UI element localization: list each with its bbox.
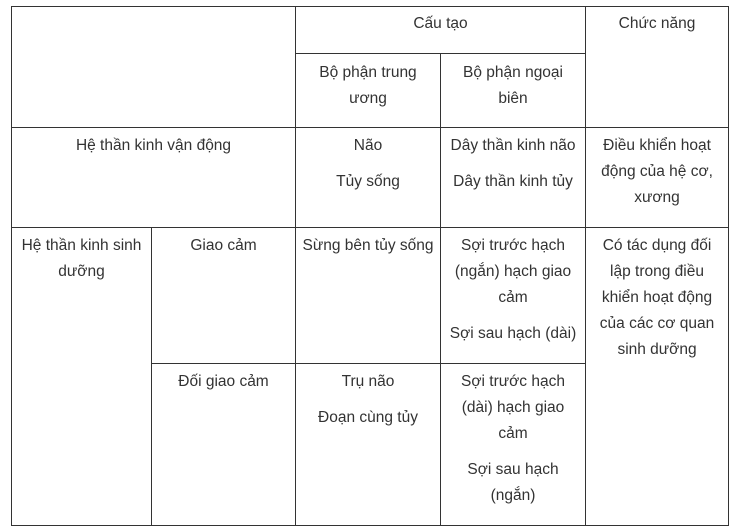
parasympathetic-peripheral-cell	[441, 364, 586, 526]
parasympathetic-central-cell	[296, 364, 441, 526]
sympathetic-peripheral-item: Sợi sau hạch (dài)	[449, 325, 577, 342]
empty-corner-cell	[12, 7, 296, 128]
sympathetic-peripheral-cell	[441, 228, 586, 364]
motor-central-cell	[296, 128, 441, 228]
parasympathetic-central-item: Trụ não	[341, 373, 395, 390]
peripheral-part-header: Bộ phận ngoại biên	[441, 54, 586, 128]
motor-function: Điều khiển hoạt động của hệ cơ, xương	[586, 128, 729, 228]
function-header: Chức năng	[586, 7, 729, 128]
parasympathetic-peripheral-item: Sợi trước hạch (dài) hạch giao cảm	[461, 373, 565, 442]
parasympathetic-central-item: Đoạn cùng tủy	[318, 409, 418, 426]
central-part-header: Bộ phận trung ương	[296, 54, 441, 128]
parasympathetic-peripheral-item: Sợi sau hạch (ngắn)	[467, 461, 559, 504]
parasympathetic-name: Đối giao cảm	[152, 364, 296, 526]
sympathetic-central: Sừng bên tủy sống	[296, 228, 441, 364]
nervous-system-table	[11, 6, 729, 526]
motor-peripheral-item: Dây thần kinh tủy	[453, 173, 573, 190]
motor-peripheral-item: Dây thần kinh não	[450, 137, 576, 154]
motor-central-item: Tủy sống	[336, 173, 400, 190]
sympathetic-peripheral-item: Sợi trước hạch (ngắn) hạch giao cảm	[454, 237, 572, 306]
motor-peripheral-cell	[441, 128, 586, 228]
structure-header: Cấu tạo	[296, 7, 586, 54]
motor-system-name: Hệ thần kinh vận động	[12, 128, 296, 228]
motor-central-item: Não	[353, 137, 383, 154]
sympathetic-name: Giao cảm	[152, 228, 296, 364]
autonomic-function: Có tác dụng đối lập trong điều khiển hoạt động của các cơ quan sinh dưỡng	[586, 228, 729, 526]
autonomic-system-name: Hệ thần kinh sinh dưỡng	[12, 228, 152, 526]
